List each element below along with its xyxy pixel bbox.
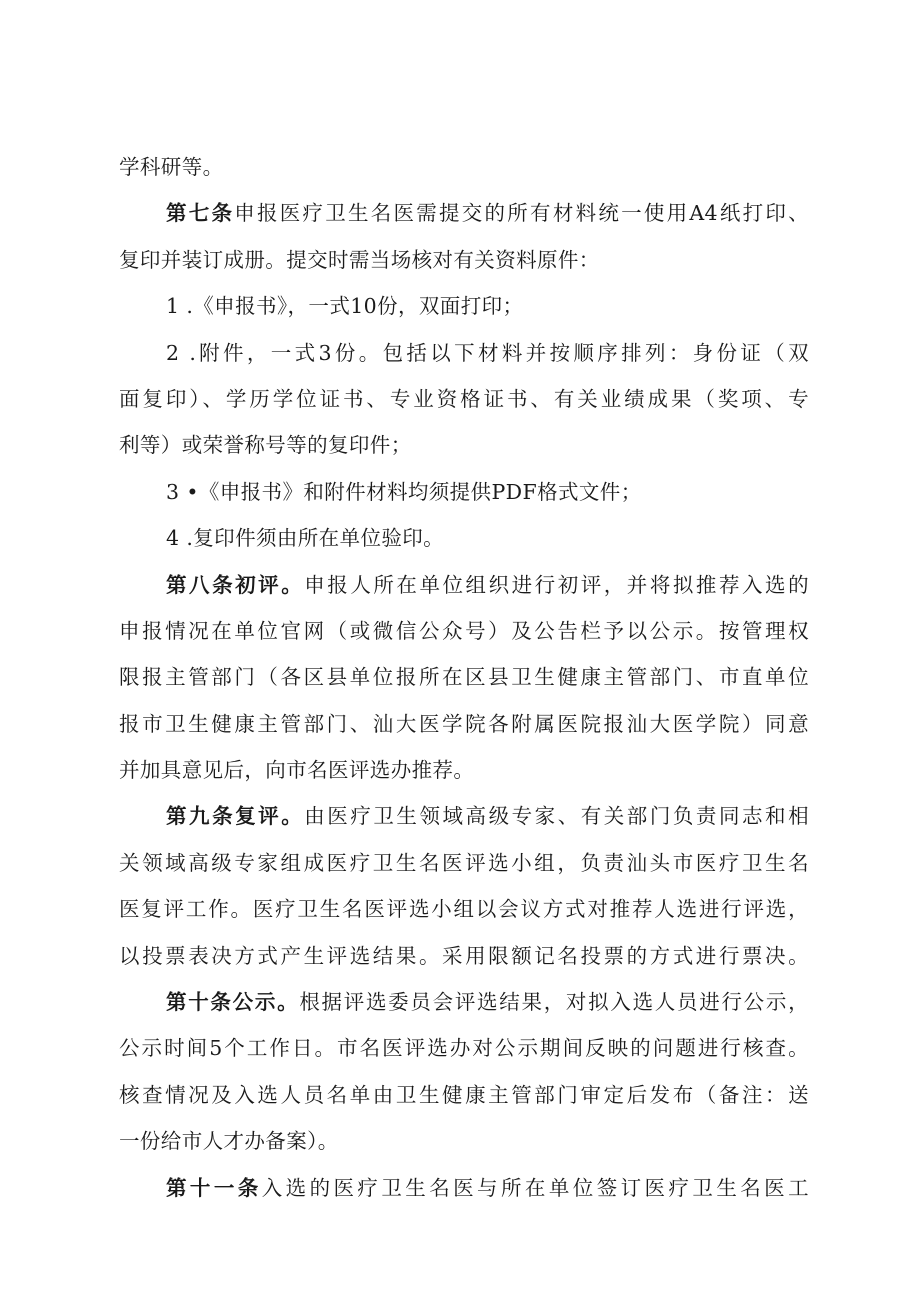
article-10-heading: 第十条公示。 xyxy=(166,990,300,1015)
article-11-heading: 第十一条 xyxy=(166,1175,262,1200)
list-item-2-line-1: 2 .附件，一式3份。包括以下材料并按顺序排列：身份证（双 xyxy=(166,340,809,365)
article-9-line-3: 医复评工作。医疗卫生名医评选小组以会议方式对推荐人选进行评选， xyxy=(119,897,809,922)
article-8-line-1 xyxy=(119,562,809,608)
document-body xyxy=(119,144,809,1211)
article-10-text: 根据评选委员会评选结果，对拟入选人员进行公示， xyxy=(299,990,809,1015)
article-10-line-3: 核查情况及入选人员名单由卫生健康主管部门审定后发布（备注：送 xyxy=(119,1082,809,1107)
article-8-line-3: 限报主管部门（各区县单位报所在区县卫生健康主管部门、市直单位 xyxy=(119,665,809,690)
list-item-3: 3 •《申报书》和附件材料均须提供PDF格式文件； xyxy=(166,479,642,504)
article-9-line-1 xyxy=(119,793,809,839)
article-11-text: 入选的医疗卫生名医与所在单位签订医疗卫生名医工 xyxy=(261,1175,809,1200)
list-item-1: 1 .《申报书》，一式10份，双面打印； xyxy=(166,294,524,319)
article-9-line-4: 以投票表决方式产生评选结果。采用限额记名投票的方式进行票决。 xyxy=(119,943,809,968)
paragraph-continuation: 学科研等。 xyxy=(119,155,224,179)
article-8-line-5: 并加具意见后，向市名医评选办推荐。 xyxy=(119,758,475,783)
article-8-line-2: 申报情况在单位官网（或微信公众号）及公告栏予以公示。按管理权 xyxy=(119,618,809,643)
article-7-line-2: 复印并装订成册。提交时需当场核对有关资料原件： xyxy=(119,247,600,272)
article-7-line-1 xyxy=(119,190,809,236)
article-8-text: 申报人所在单位组织进行初评，并将拟推荐入选的 xyxy=(304,572,809,597)
article-10-line-1 xyxy=(119,979,809,1025)
article-8-heading: 第八条初评。 xyxy=(166,572,305,597)
article-9-heading: 第九条复评。 xyxy=(166,804,305,829)
article-10-line-4: 一份给市人才办备案）。 xyxy=(119,1129,339,1154)
list-item-2-line-2: 面复印）、学历学位证书、专业资格证书、有关业绩成果（奖项、专 xyxy=(119,386,809,411)
article-9-text: 由医疗卫生领域高级专家、有关部门负责同志和相 xyxy=(304,804,809,829)
list-item-4: 4 .复印件须由所在单位验印。 xyxy=(166,526,445,551)
article-8-line-4: 报市卫生健康主管部门、汕大医学院各附属医院报汕大医学院）同意 xyxy=(119,711,809,736)
article-11-line-1 xyxy=(119,1165,809,1211)
article-7-heading: 第七条 xyxy=(166,201,235,226)
article-10-line-2: 公示时间5个工作日。市名医评选办对公示期间反映的问题进行核查。 xyxy=(119,1036,809,1061)
article-7-text: 申报医疗卫生名医需提交的所有材料统一使用A4纸打印、 xyxy=(234,201,809,226)
article-9-line-2: 关领域高级专家组成医疗卫生名医评选小组，负责汕头市医疗卫生名 xyxy=(119,850,809,875)
list-item-2-line-3: 利等）或荣誉称号等的复印件； xyxy=(119,433,412,458)
